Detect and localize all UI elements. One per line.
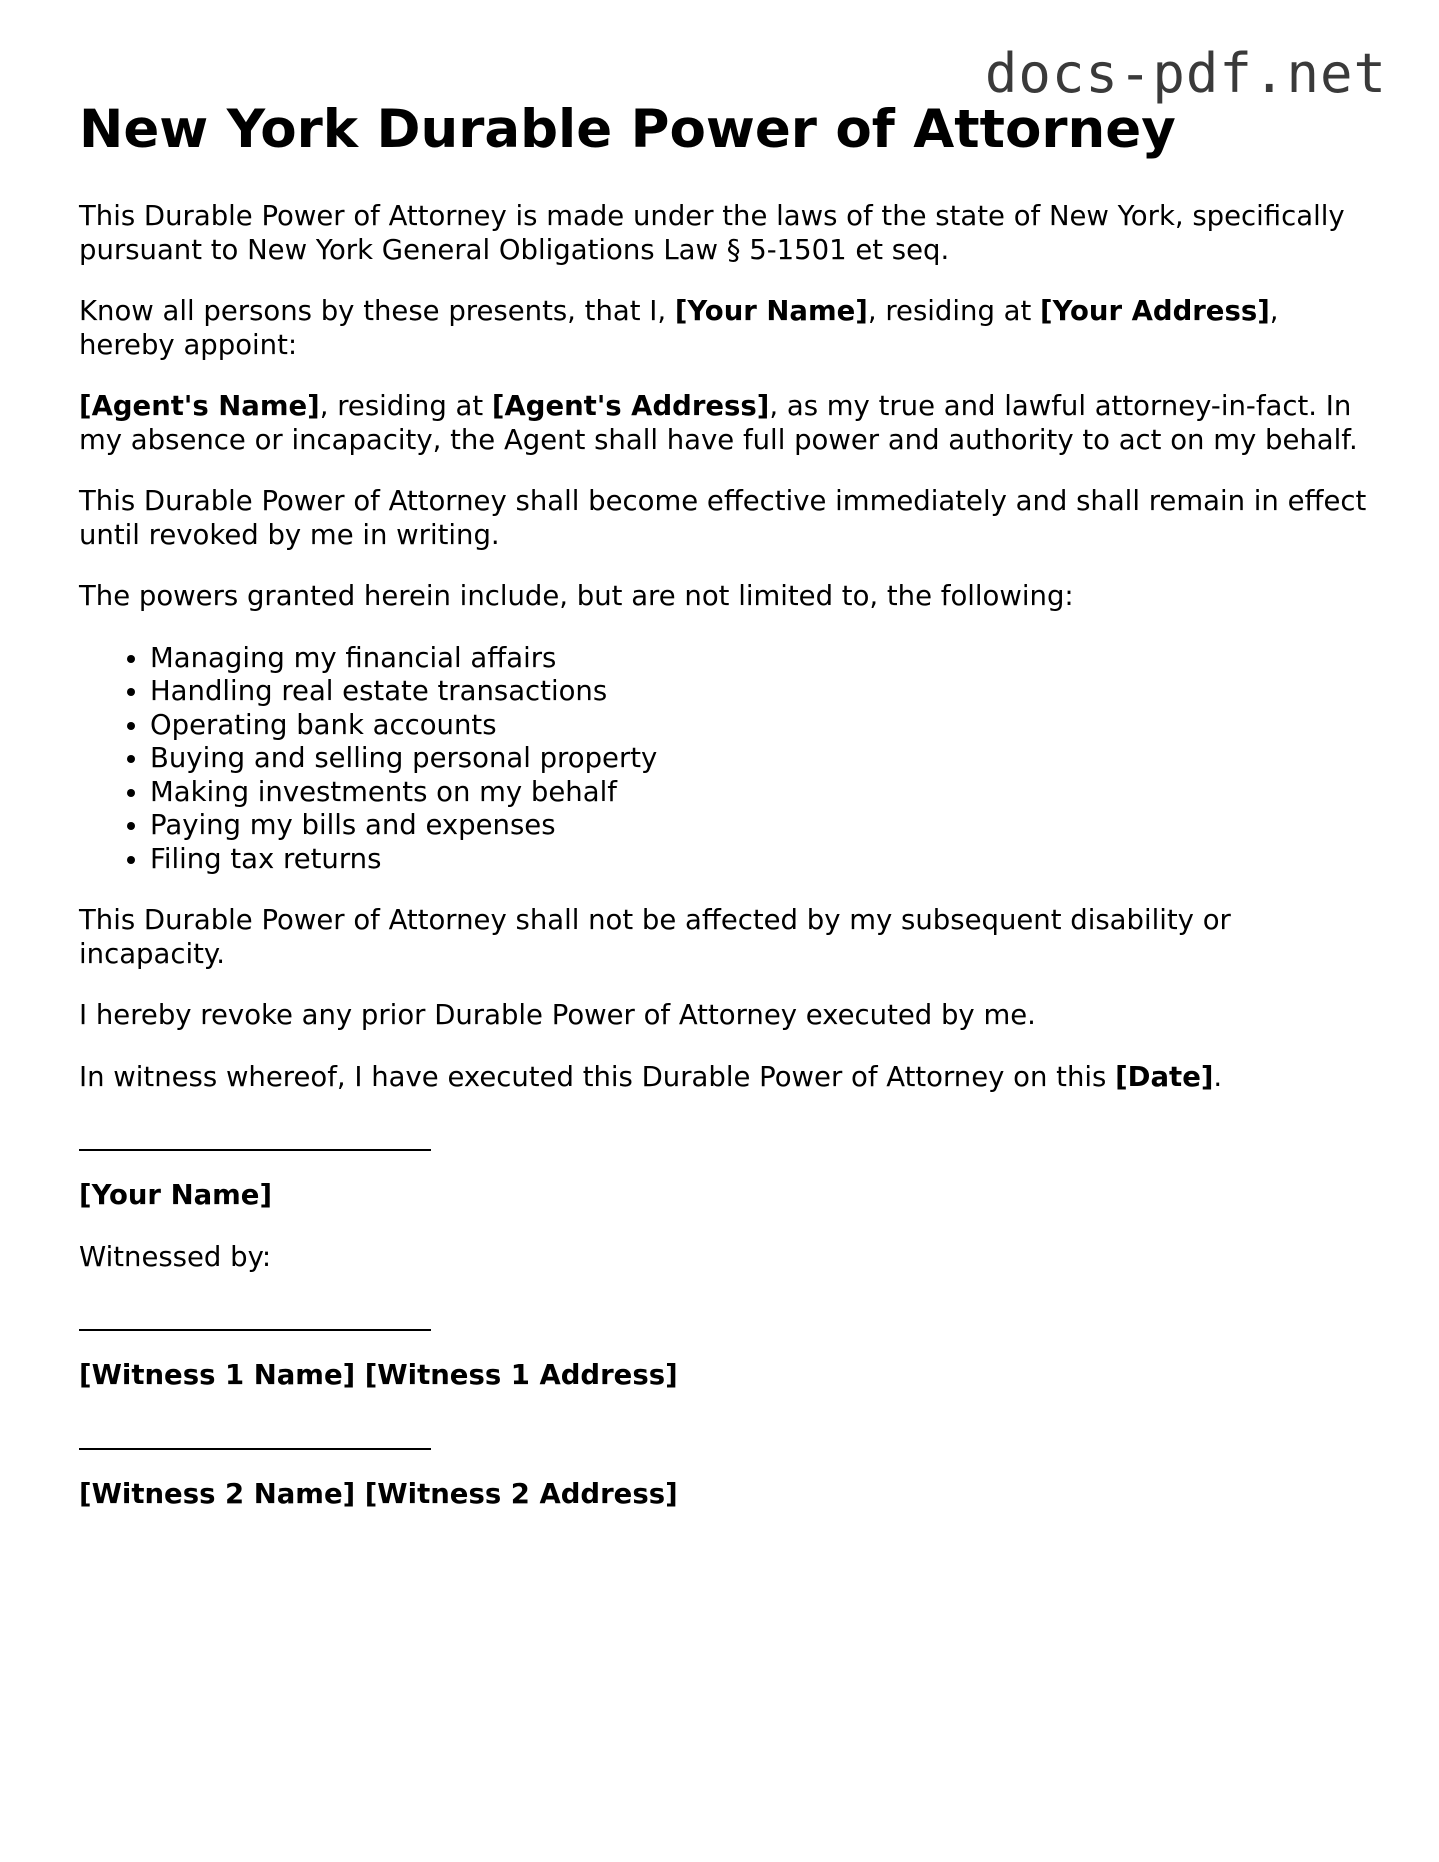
witness-clause-post: . [1213,1060,1223,1093]
list-item: • Paying my bills and expenses [150,809,1369,843]
list-item: • Operating bank accounts [150,709,1369,743]
list-item: • Making investments on my behalf [150,776,1369,810]
witness-clause-paragraph [79,1061,1369,1095]
agent-address-placeholder: [Agent's Address] [491,390,770,422]
appointment-paragraph [79,295,1369,362]
revocation-paragraph: I hereby revoke any prior Durable Power of Attorney executed by me. [79,999,1036,1031]
list-item: • Buying and selling personal property [150,742,1369,776]
witness-2-signature-line [79,1448,431,1450]
witness-1-signature-line [79,1329,431,1331]
witnessed-by-label: Witnessed by: [79,1240,272,1273]
powers-list [79,642,1369,877]
witness-clause-pre: In witness whereof, I have executed this Durable Power of Attorney on this [79,1060,1116,1093]
document-title: New York Durable Power of Attorney [79,99,1176,160]
powers-intro-paragraph: The powers granted herein include, but are not limited to, the following: [79,580,1074,612]
principal-name-placeholder: [Your Name] [674,295,868,327]
agent-mid: , residing at [319,390,492,422]
list-item: • Handling real estate transactions [150,675,1369,709]
document-body [79,98,1369,1539]
agent-paragraph [79,390,1369,457]
site-watermark: docs-pdf.net [984,42,1387,105]
agent-post: , as my true and lawful attorney-in-fact. In my absence or incapacity, the Agent shall have full power and authority to act on my behalf. [79,390,1358,456]
signer-name: [Your Name] [79,1179,273,1211]
list-item: • Filing tax returns [150,843,1369,877]
list-item: • Managing my financial affairs [150,642,1369,676]
appointment-post: , hereby appoint: [79,295,1279,361]
intro-paragraph: This Durable Power of Attorney is made under the laws of the state of New York, specifically pursuant to New York General Obligations Law § 5-1501 et seq. [79,200,1345,266]
agent-name-placeholder: [Agent's Name] [79,390,320,422]
durability-paragraph: This Durable Power of Attorney shall not be affected by my subsequent disability or incapacity. [79,904,1231,970]
principal-signature-line [79,1149,431,1151]
appointment-pre: Know all persons by these presents, that I, [79,295,675,327]
appointment-mid: , residing at [867,295,1041,327]
effective-paragraph: This Durable Power of Attorney shall become effective immediately and shall remain in effect until revoked by me in writing. [79,485,1367,551]
principal-address-placeholder: [Your Address] [1040,295,1270,327]
witness-1-info: [Witness 1 Name] [Witness 1 Address] [79,1359,678,1391]
date-placeholder: [Date] [1115,1060,1214,1093]
witness-2-info: [Witness 2 Name] [Witness 2 Address] [79,1477,678,1510]
